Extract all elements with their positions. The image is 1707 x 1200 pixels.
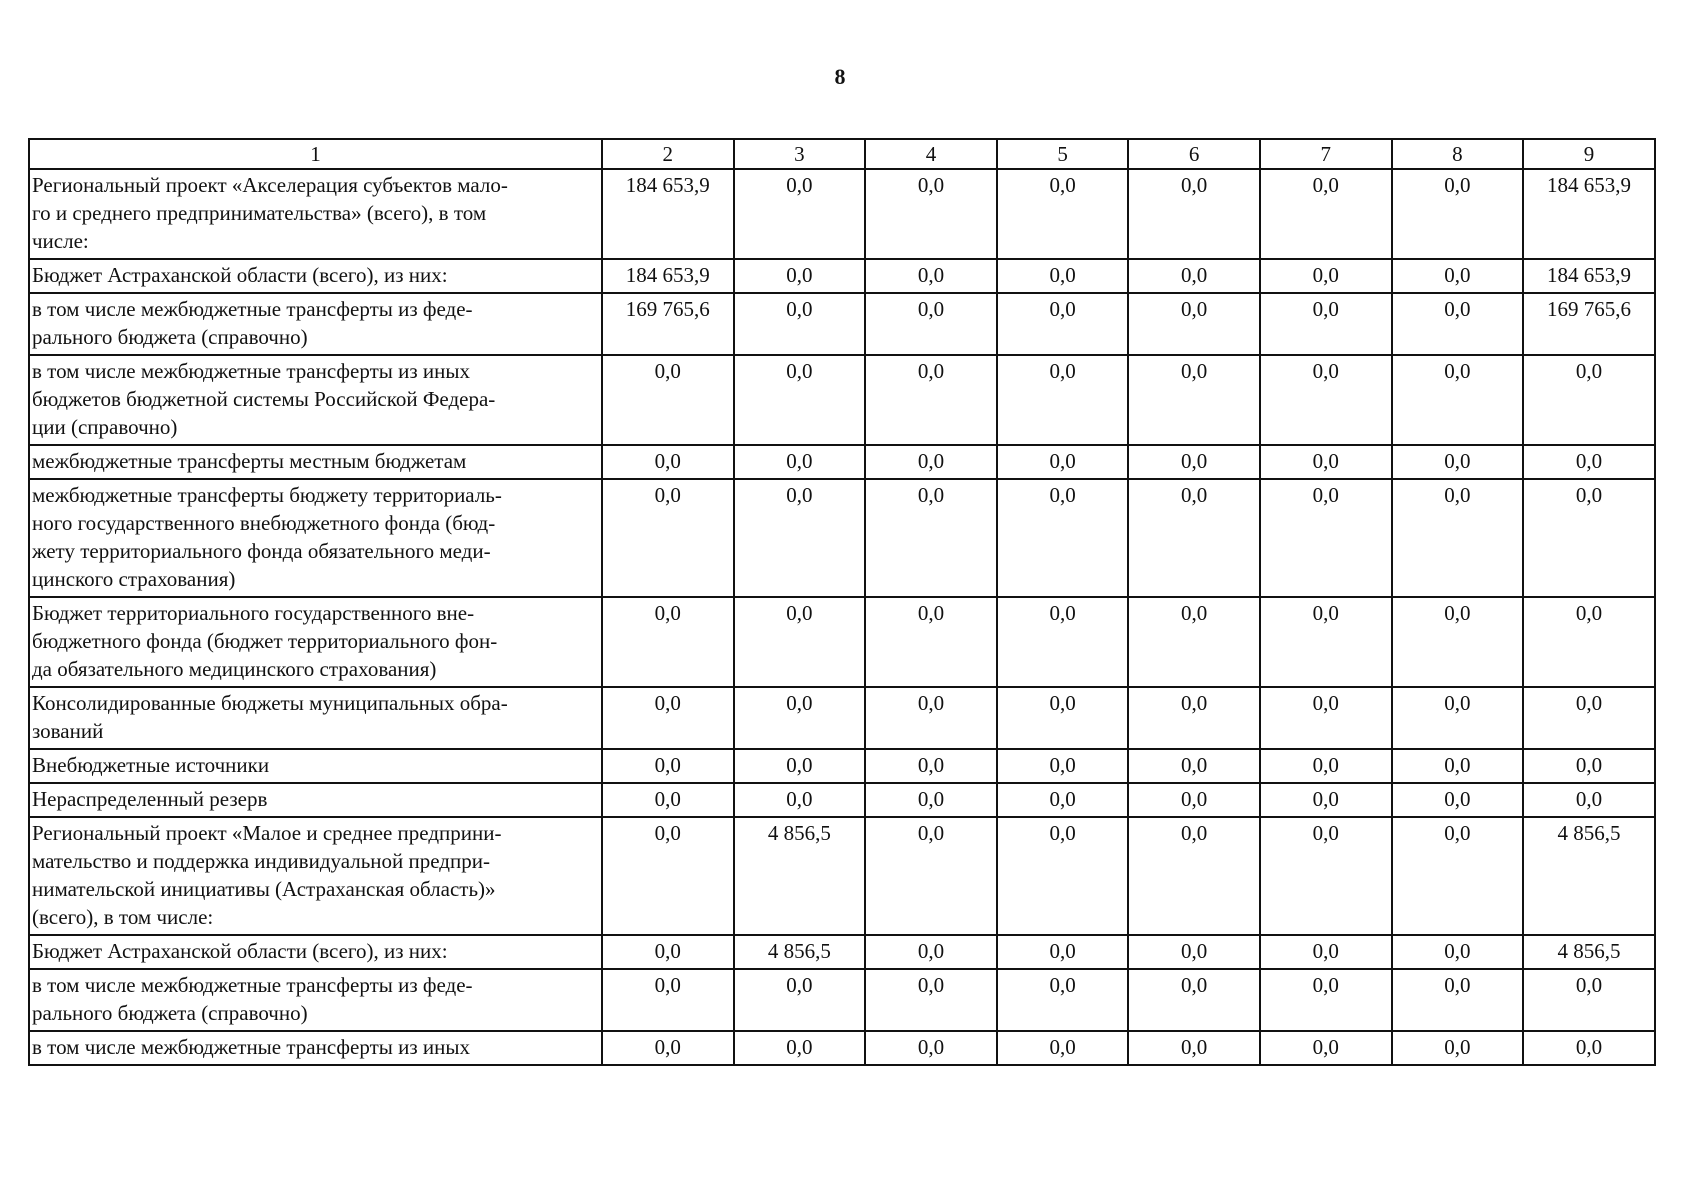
value-cell: 0,0 xyxy=(865,169,997,259)
value-cell: 0,0 xyxy=(1392,817,1524,935)
table-row xyxy=(29,169,1655,259)
value-cell: 0,0 xyxy=(997,293,1129,355)
value-cell: 169 765,6 xyxy=(1523,293,1655,355)
column-header: 2 xyxy=(602,139,734,169)
value-cell: 0,0 xyxy=(865,355,997,445)
value-cell: 0,0 xyxy=(865,479,997,597)
value-cell: 0,0 xyxy=(1260,817,1392,935)
value-cell: 0,0 xyxy=(734,1031,866,1065)
value-cell: 0,0 xyxy=(1128,969,1260,1031)
value-cell: 4 856,5 xyxy=(734,935,866,969)
value-cell: 0,0 xyxy=(734,749,866,783)
value-cell: 0,0 xyxy=(1523,445,1655,479)
value-cell: 0,0 xyxy=(1260,479,1392,597)
value-cell: 0,0 xyxy=(734,259,866,293)
value-cell: 0,0 xyxy=(734,293,866,355)
value-cell: 4 856,5 xyxy=(1523,935,1655,969)
row-label xyxy=(29,783,602,817)
value-cell: 0,0 xyxy=(1392,479,1524,597)
column-header: 9 xyxy=(1523,139,1655,169)
row-label-line: в том числе межбюджетные трансферты из феде- xyxy=(32,973,473,997)
table-row xyxy=(29,293,1655,355)
value-cell: 0,0 xyxy=(602,445,734,479)
column-header: 7 xyxy=(1260,139,1392,169)
row-label-line: зований xyxy=(32,719,104,743)
value-cell: 0,0 xyxy=(997,1031,1129,1065)
row-label xyxy=(29,935,602,969)
value-cell: 184 653,9 xyxy=(602,259,734,293)
value-cell: 0,0 xyxy=(1392,259,1524,293)
table-row xyxy=(29,935,1655,969)
value-cell: 0,0 xyxy=(602,817,734,935)
value-cell: 0,0 xyxy=(1128,445,1260,479)
table-row xyxy=(29,817,1655,935)
value-cell: 0,0 xyxy=(734,969,866,1031)
row-label-line: Бюджет Астраханской области (всего), из них: xyxy=(32,939,448,963)
value-cell: 0,0 xyxy=(602,1031,734,1065)
value-cell: 0,0 xyxy=(1523,687,1655,749)
value-cell: 0,0 xyxy=(1260,169,1392,259)
value-cell: 0,0 xyxy=(1392,749,1524,783)
row-label xyxy=(29,355,602,445)
value-cell: 0,0 xyxy=(1392,293,1524,355)
value-cell: 0,0 xyxy=(602,355,734,445)
value-cell: 0,0 xyxy=(1392,935,1524,969)
table-row xyxy=(29,783,1655,817)
row-label-line: в том числе межбюджетные трансферты из иных xyxy=(32,359,470,383)
row-label-line: межбюджетные трансферты местным бюджетам xyxy=(32,449,467,473)
page-number: 8 xyxy=(834,64,846,89)
row-label-line: межбюджетные трансферты бюджету территориаль- xyxy=(32,483,502,507)
value-cell: 0,0 xyxy=(734,597,866,687)
column-header: 5 xyxy=(997,139,1129,169)
value-cell: 0,0 xyxy=(602,597,734,687)
row-label-line: Консолидированные бюджеты муниципальных обра- xyxy=(32,691,508,715)
value-cell: 0,0 xyxy=(865,259,997,293)
row-label xyxy=(29,597,602,687)
row-label-line: Бюджет территориального государственного вне- xyxy=(32,601,475,625)
table-header xyxy=(29,139,1655,169)
value-cell: 0,0 xyxy=(997,817,1129,935)
value-cell: 0,0 xyxy=(734,169,866,259)
row-label-line: в том числе межбюджетные трансферты из феде- xyxy=(32,297,473,321)
value-cell: 0,0 xyxy=(865,597,997,687)
value-cell: 0,0 xyxy=(1128,479,1260,597)
value-cell: 0,0 xyxy=(1260,355,1392,445)
value-cell: 0,0 xyxy=(1392,445,1524,479)
value-cell: 4 856,5 xyxy=(734,817,866,935)
column-header: 4 xyxy=(865,139,997,169)
table-row xyxy=(29,597,1655,687)
row-label-line: нимательской инициативы (Астраханская область)» xyxy=(32,877,496,901)
value-cell: 0,0 xyxy=(1392,783,1524,817)
table-row xyxy=(29,687,1655,749)
value-cell: 0,0 xyxy=(1128,749,1260,783)
table-row xyxy=(29,479,1655,597)
value-cell: 0,0 xyxy=(865,1031,997,1065)
value-cell: 0,0 xyxy=(734,355,866,445)
row-label xyxy=(29,969,602,1031)
column-header: 1 xyxy=(29,139,602,169)
row-label-line: ции (справочно) xyxy=(32,415,178,439)
column-header: 8 xyxy=(1392,139,1524,169)
value-cell: 0,0 xyxy=(1260,445,1392,479)
row-label xyxy=(29,445,602,479)
value-cell: 0,0 xyxy=(734,687,866,749)
value-cell: 0,0 xyxy=(997,445,1129,479)
table-row xyxy=(29,445,1655,479)
value-cell: 0,0 xyxy=(865,817,997,935)
row-label-line: жету территориального фонда обязательного меди- xyxy=(32,539,491,563)
table-row xyxy=(29,749,1655,783)
header-row xyxy=(29,139,1655,169)
row-label xyxy=(29,293,602,355)
value-cell: 0,0 xyxy=(997,479,1129,597)
value-cell: 0,0 xyxy=(865,293,997,355)
value-cell: 0,0 xyxy=(602,687,734,749)
value-cell: 0,0 xyxy=(1128,597,1260,687)
table-body xyxy=(29,169,1655,1065)
value-cell: 184 653,9 xyxy=(602,169,734,259)
value-cell: 0,0 xyxy=(1260,597,1392,687)
value-cell: 0,0 xyxy=(1523,355,1655,445)
row-label-line: бюджетов бюджетной системы Российской Федера- xyxy=(32,387,496,411)
value-cell: 0,0 xyxy=(1128,783,1260,817)
row-label xyxy=(29,749,602,783)
row-label xyxy=(29,479,602,597)
row-label-line: бюджетного фонда (бюджет территориального фон- xyxy=(32,629,498,653)
table-row xyxy=(29,1031,1655,1065)
value-cell: 0,0 xyxy=(1128,935,1260,969)
row-label-line: числе: xyxy=(32,229,89,253)
row-label-line: (всего), в том числе: xyxy=(32,905,214,929)
value-cell: 0,0 xyxy=(865,783,997,817)
value-cell: 0,0 xyxy=(997,259,1129,293)
row-label xyxy=(29,687,602,749)
row-label-line: го и среднего предпринимательства» (всего), в том xyxy=(32,201,487,225)
value-cell: 0,0 xyxy=(997,355,1129,445)
value-cell: 0,0 xyxy=(997,597,1129,687)
value-cell: 0,0 xyxy=(602,783,734,817)
value-cell: 0,0 xyxy=(1392,355,1524,445)
value-cell: 0,0 xyxy=(1260,1031,1392,1065)
value-cell: 0,0 xyxy=(865,935,997,969)
value-cell: 0,0 xyxy=(1260,935,1392,969)
value-cell: 0,0 xyxy=(1523,479,1655,597)
row-label xyxy=(29,259,602,293)
value-cell: 0,0 xyxy=(997,783,1129,817)
value-cell: 0,0 xyxy=(1523,1031,1655,1065)
value-cell: 0,0 xyxy=(997,935,1129,969)
value-cell: 0,0 xyxy=(602,969,734,1031)
row-label-line: рального бюджета (справочно) xyxy=(32,325,308,349)
row-label-line: рального бюджета (справочно) xyxy=(32,1001,308,1025)
value-cell: 0,0 xyxy=(865,749,997,783)
value-cell: 0,0 xyxy=(602,749,734,783)
value-cell: 0,0 xyxy=(1260,749,1392,783)
value-cell: 0,0 xyxy=(734,479,866,597)
table-row xyxy=(29,259,1655,293)
value-cell: 0,0 xyxy=(1392,1031,1524,1065)
value-cell: 0,0 xyxy=(1523,597,1655,687)
value-cell: 0,0 xyxy=(1523,969,1655,1031)
value-cell: 0,0 xyxy=(997,169,1129,259)
row-label-line: Нераспределенный резерв xyxy=(32,787,268,811)
row-label-line: Региональный проект «Акселерация субъектов мало- xyxy=(32,173,508,197)
row-label xyxy=(29,169,602,259)
row-label xyxy=(29,817,602,935)
value-cell: 0,0 xyxy=(602,935,734,969)
row-label-line: да обязательного медицинского страхования) xyxy=(32,657,437,681)
column-header: 3 xyxy=(734,139,866,169)
value-cell: 4 856,5 xyxy=(1523,817,1655,935)
value-cell: 0,0 xyxy=(865,445,997,479)
value-cell: 0,0 xyxy=(997,749,1129,783)
table-row xyxy=(29,969,1655,1031)
value-cell: 184 653,9 xyxy=(1523,169,1655,259)
value-cell: 169 765,6 xyxy=(602,293,734,355)
value-cell: 0,0 xyxy=(1128,169,1260,259)
value-cell: 0,0 xyxy=(1128,259,1260,293)
value-cell: 0,0 xyxy=(997,969,1129,1031)
budget-table xyxy=(28,138,1656,1066)
value-cell: 0,0 xyxy=(865,969,997,1031)
row-label-line: Бюджет Астраханской области (всего), из них: xyxy=(32,263,448,287)
row-label xyxy=(29,1031,602,1065)
value-cell: 0,0 xyxy=(734,783,866,817)
table-row xyxy=(29,355,1655,445)
value-cell: 0,0 xyxy=(865,687,997,749)
column-header: 6 xyxy=(1128,139,1260,169)
value-cell: 0,0 xyxy=(1260,259,1392,293)
value-cell: 0,0 xyxy=(1392,169,1524,259)
value-cell: 0,0 xyxy=(1260,687,1392,749)
value-cell: 0,0 xyxy=(1128,687,1260,749)
value-cell: 0,0 xyxy=(1260,969,1392,1031)
value-cell: 0,0 xyxy=(997,687,1129,749)
row-label-line: мательство и поддержка индивидуальной предпри- xyxy=(32,849,490,873)
value-cell: 0,0 xyxy=(602,479,734,597)
value-cell: 0,0 xyxy=(734,445,866,479)
row-label-line: в том числе межбюджетные трансферты из иных xyxy=(32,1035,470,1059)
value-cell: 0,0 xyxy=(1392,687,1524,749)
value-cell: 0,0 xyxy=(1392,597,1524,687)
value-cell: 0,0 xyxy=(1392,969,1524,1031)
value-cell: 184 653,9 xyxy=(1523,259,1655,293)
value-cell: 0,0 xyxy=(1128,817,1260,935)
value-cell: 0,0 xyxy=(1523,783,1655,817)
value-cell: 0,0 xyxy=(1128,293,1260,355)
value-cell: 0,0 xyxy=(1260,293,1392,355)
value-cell: 0,0 xyxy=(1523,749,1655,783)
row-label-line: Региональный проект «Малое и среднее предприни- xyxy=(32,821,502,845)
row-label-line: Внебюджетные источники xyxy=(32,753,270,777)
value-cell: 0,0 xyxy=(1128,355,1260,445)
row-label-line: ного государственного внебюджетного фонда (бюд- xyxy=(32,511,496,535)
value-cell: 0,0 xyxy=(1128,1031,1260,1065)
row-label-line: цинского страхования) xyxy=(32,567,236,591)
value-cell: 0,0 xyxy=(1260,783,1392,817)
